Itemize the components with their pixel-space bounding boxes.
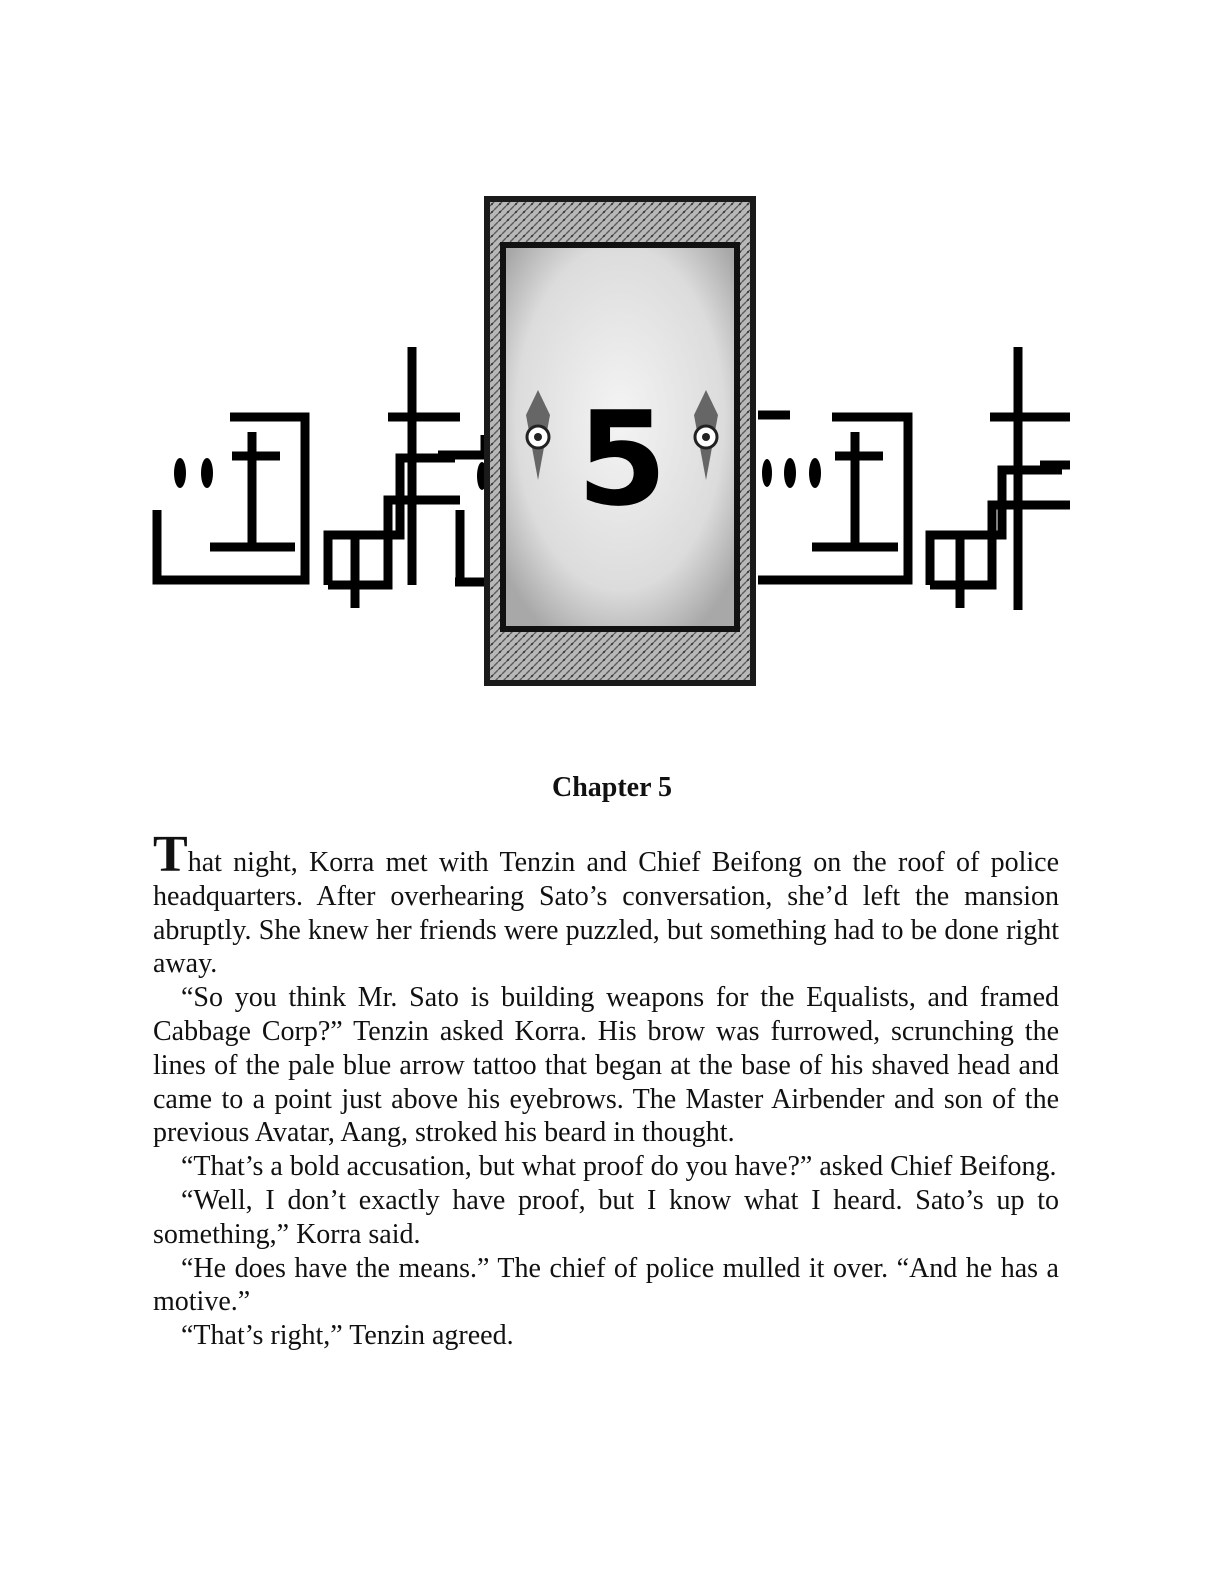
paragraph-3: “That’s a bold accusation, but what proof do you have?” asked Chief Beifong. — [181, 1151, 1057, 1183]
chapter-ornament — [150, 190, 1074, 690]
paragraph-5: “He does have the means.” The chief of police mulled it over. “And he has a motive.” — [153, 1252, 1059, 1318]
drop-cap: T — [153, 826, 188, 883]
paragraph-6: “That’s right,” Tenzin agreed. — [181, 1320, 514, 1352]
paragraph-1 — [153, 826, 1059, 981]
paragraph-1-text: hat night, Korra met with Tenzin and Chief Beifong on the roof of police headquarters. After overhearing Sato’s conversation, she’d left the mansion abruptly. She knew her friends were puzzled, but something had to be done right away. — [153, 847, 1059, 980]
paragraph-2: “So you think Mr. Sato is building weapons for the Equalists, and framed Cabbage Corp?” Tenzin asked Korra. His brow was furrowed, scrunching the lines of the pale blue arrow tattoo that began at the base of his shaved head and came to a point just above his eyebrows. The Master Airbender and son of the previous Avatar, Aang, stroked his beard in thought. — [153, 982, 1059, 1149]
right-meander-band — [758, 347, 1070, 610]
chapter-number: 5 — [576, 383, 668, 535]
left-meander-band — [157, 347, 487, 608]
chapter-body — [153, 826, 1059, 1353]
chapter-title: Chapter 5 — [551, 772, 673, 803]
chapter-number-plaque — [484, 196, 756, 686]
paragraph-4: “Well, I don’t exactly have proof, but I know what I heard. Sato’s up to something,” Korra said. — [153, 1184, 1059, 1250]
